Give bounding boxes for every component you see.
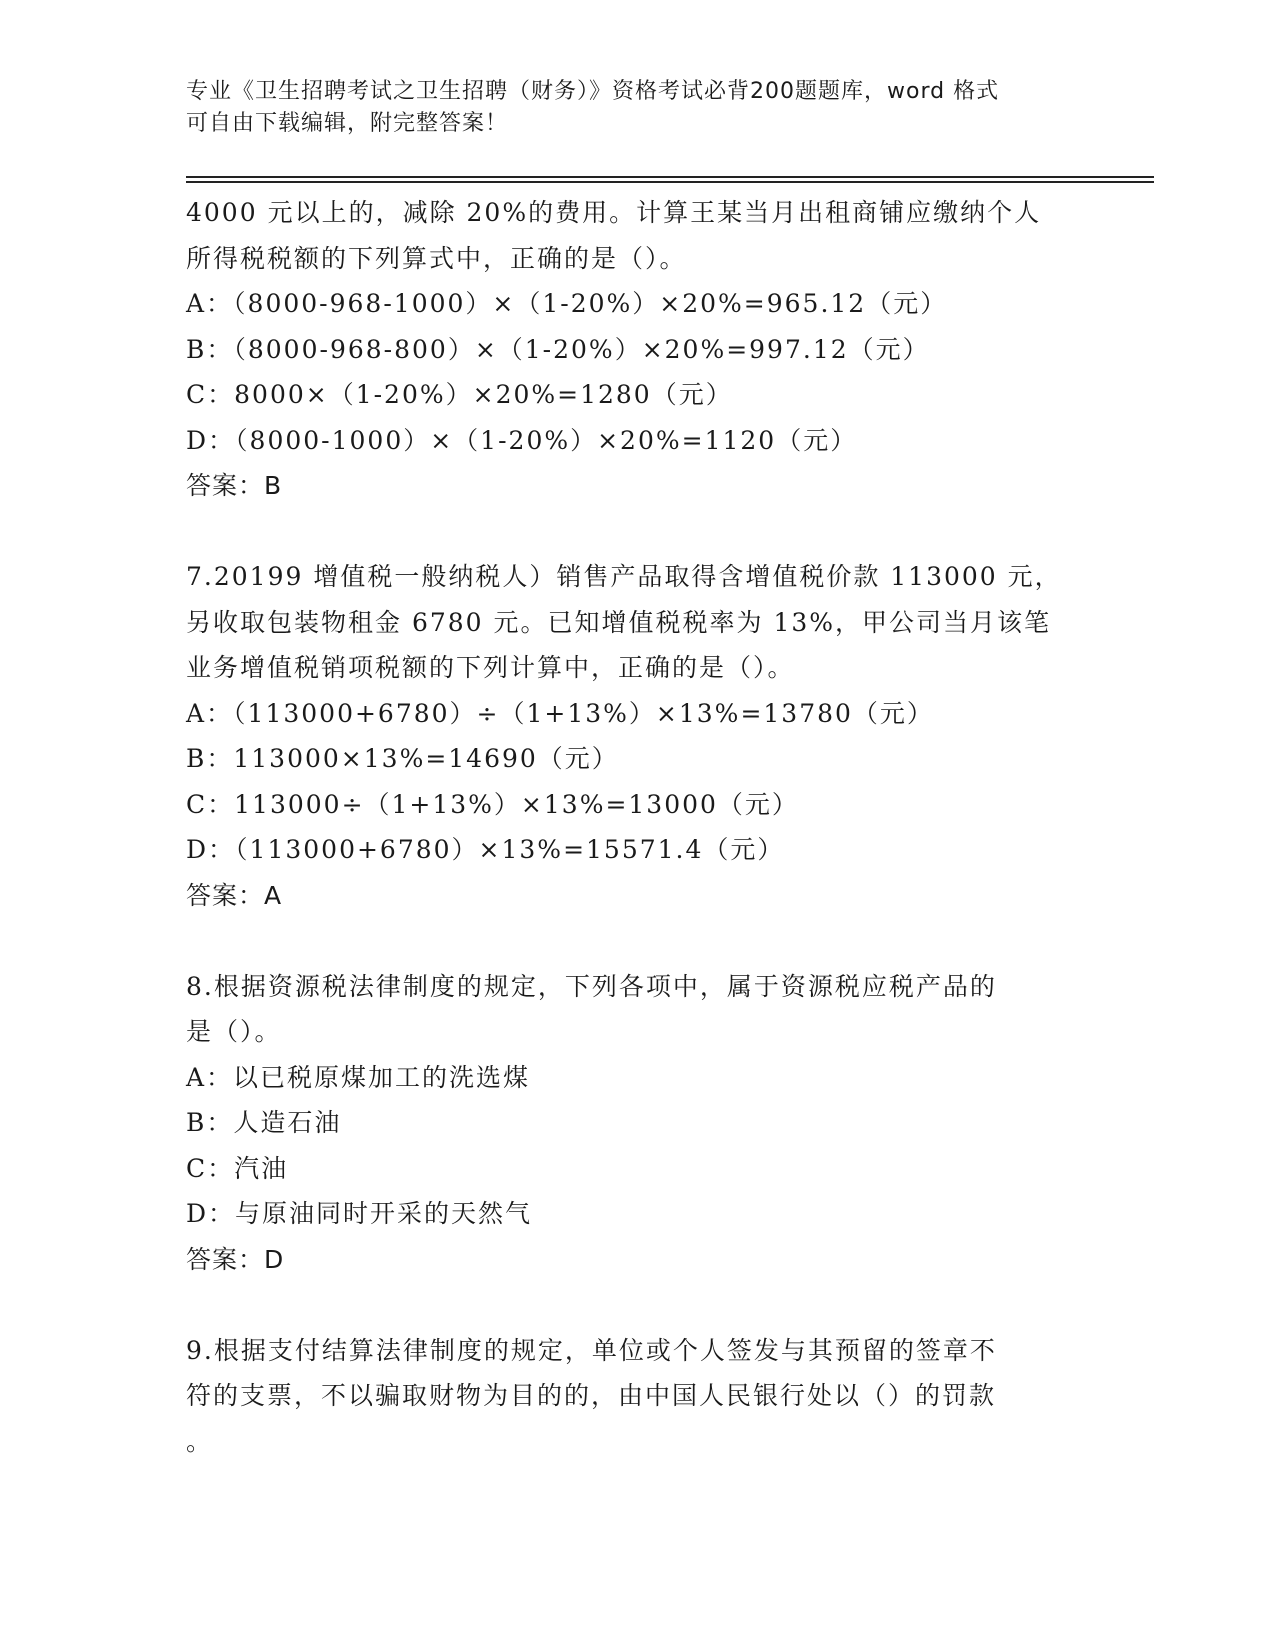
question-8 (186, 964, 1076, 1283)
option-b: B：（8000-968-800）×（1-20%）×20%=997.12（元） (186, 334, 930, 364)
option-c: C：8000×（1-20%）×20%=1280（元） (186, 380, 733, 409)
header-divider-top (186, 176, 1154, 178)
question-stem: 9.根据支付结算法律制度的规定，单位或个人签发与其预留的签章不 (186, 1335, 997, 1365)
option-a: A：以已税原煤加工的洗选煤 (186, 1062, 531, 1092)
spacer (186, 918, 1076, 964)
option-c: C：汽油 (186, 1153, 289, 1183)
option-d: D：与原油同时开采的天然气 (186, 1199, 533, 1228)
option-d: D：（8000-1000）×（1-20%）×20%=1120（元） (186, 425, 858, 455)
question-list (186, 190, 1076, 1464)
question-stem: 7.20199 增值税一般纳税人）销售产品取得含增值税价款 113000 元， (186, 562, 1062, 591)
option-b: B：113000×13%=14690（元） (186, 744, 619, 773)
answer: 答案：D (186, 1244, 285, 1274)
question-stem: 另收取包装物租金 6780 元。已知增值税税率为 13%，甲公司当月该笔 (186, 607, 1052, 637)
header-line-1: 专业《卫生招聘考试之卫生招聘（财务）》资格考试必背200题题库，word 格式 (186, 79, 1000, 104)
header-divider-bottom (186, 181, 1154, 183)
option-a: A：（8000-968-1000）×（1-20%）×20%=965.12（元） (186, 289, 948, 318)
question-stem: 是（）。 (186, 1017, 282, 1046)
option-c: C：113000÷（1+13%）×13%=13000（元） (186, 789, 799, 819)
option-d: D：（113000+6780）×13%=15571.4（元） (186, 835, 785, 864)
spacer (186, 509, 1076, 555)
option-b: B：人造石油 (186, 1108, 342, 1137)
question-stem: 8.根据资源税法律制度的规定，下列各项中，属于资源税应税产品的 (186, 971, 997, 1001)
question-stem: 业务增值税销项税额的下列计算中，正确的是（）。 (186, 653, 795, 682)
document-header (186, 76, 1066, 140)
spacer (186, 1282, 1076, 1328)
question-9 (186, 1328, 1076, 1465)
question-7 (186, 554, 1076, 918)
question-6 (186, 190, 1076, 509)
question-stem: 。 (186, 1426, 214, 1456)
option-a: A：（113000+6780）÷（1+13%）×13%=13780（元） (186, 698, 934, 728)
answer: 答案：B (186, 471, 283, 500)
question-stem: 所得税税额的下列算式中，正确的是（）。 (186, 243, 687, 273)
header-line-2: 可自由下载编辑，附完整答案！ (186, 111, 509, 136)
question-stem: 4000 元以上的，减除 20%的费用。计算王某当月出租商铺应缴纳个人 (186, 198, 1042, 227)
question-stem: 符的支票，不以骗取财物为目的的，由中国人民银行处以（）的罚款 (186, 1381, 997, 1410)
answer: 答案：A (186, 880, 283, 910)
